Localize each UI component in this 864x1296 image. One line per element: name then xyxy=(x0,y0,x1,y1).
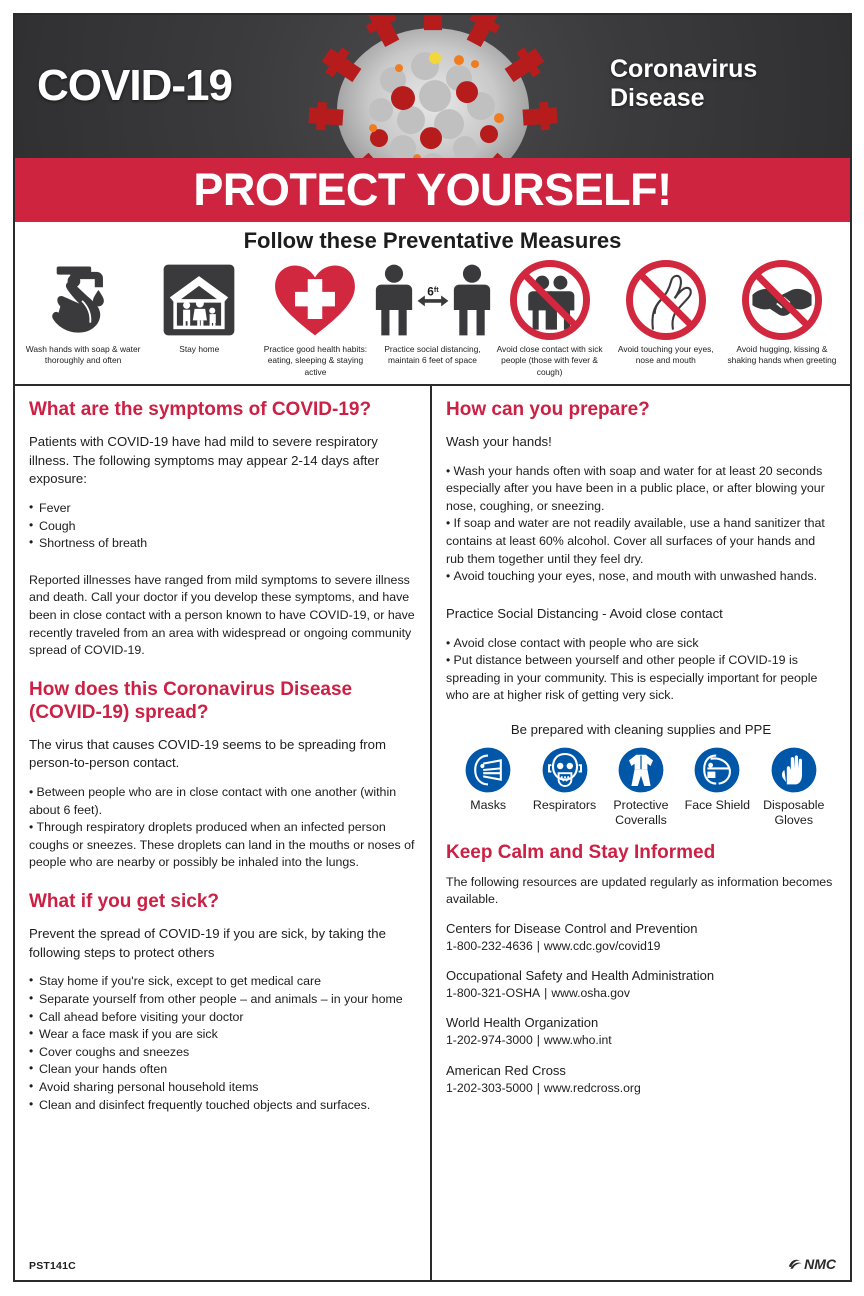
resource-item xyxy=(446,1062,836,1097)
ppe-label: Masks xyxy=(470,798,507,812)
preventative-measures-strip xyxy=(15,222,850,386)
header-subtitle: Coronavirus Disease xyxy=(610,55,758,112)
page-title: COVID-19 xyxy=(37,61,232,110)
wash-hands-icon xyxy=(40,261,126,339)
resource-item xyxy=(446,920,836,955)
poster-header xyxy=(15,15,850,158)
social-distancing-icon xyxy=(372,261,494,339)
list-item: • Call ahead before visiting your doctor xyxy=(29,1009,416,1027)
resource-item xyxy=(446,967,836,1002)
measures-title: Follow these Preventative Measures xyxy=(243,228,622,253)
resource-phone: 1-800-321-OSHA xyxy=(446,986,541,1001)
list-item: • Cough xyxy=(29,518,416,536)
measure-item xyxy=(374,261,492,367)
distance-badge: $6^{ft}$ xyxy=(426,284,439,299)
measure-caption: Practice social distancing, maintain 6 feet of space xyxy=(384,344,481,366)
spread-list xyxy=(29,784,416,872)
resource-item xyxy=(446,1014,836,1049)
heart-health-icon xyxy=(270,261,360,339)
list-item: • Separate yourself from other people – and animals – in your home xyxy=(29,991,416,1009)
measure-item xyxy=(141,261,257,355)
measure-item xyxy=(608,261,724,367)
ppe-item xyxy=(757,746,831,828)
resource-separator: | xyxy=(544,986,548,1001)
prepare-subhead: Wash your hands! xyxy=(446,433,552,449)
ppe-label: Disposable Gloves xyxy=(763,798,825,827)
resource-name: Occupational Safety and Health Administration xyxy=(446,968,715,984)
list-item: • Between people who are in close contact with one another (within about 6 feet). xyxy=(29,784,416,819)
ppe-item xyxy=(528,746,602,813)
informed-heading: Keep Calm and Stay Informed xyxy=(446,841,716,863)
sick-intro: Prevent the spread of COVID-19 if you are sick, by taking the following steps to protect others xyxy=(29,925,386,960)
resource-contact xyxy=(446,985,836,1002)
measure-item xyxy=(25,261,141,367)
measure-caption: Avoid close contact with sick people (those with fever & cough) xyxy=(496,344,603,377)
face-shield-icon xyxy=(693,746,741,794)
measure-caption: Stay home xyxy=(179,344,220,354)
right-column xyxy=(432,386,850,1280)
symptoms-outro: Reported illnesses have ranged from mild symptoms to severe illness and death. Call your doctor if you develop these symptoms, and have been in close contact with a person known to have COVID-19, or have recently traveled from an area with widespread or ongoing community spread of COVID-19. xyxy=(29,572,415,658)
stay-home-icon xyxy=(160,261,238,339)
resource-website[interactable]: www.who.int xyxy=(543,1033,612,1048)
ppe-item xyxy=(604,746,678,828)
list-item: • Avoid sharing personal household items xyxy=(29,1079,416,1097)
informed-intro: The following resources are updated regularly as information becomes available. xyxy=(446,874,833,907)
protect-yourself-banner xyxy=(15,158,850,222)
ppe-label: Protective Coveralls xyxy=(613,798,669,827)
measure-caption: Avoid hugging, kissing & shaking hands when greeting xyxy=(727,344,837,366)
social-distancing-list xyxy=(446,635,836,705)
product-code: PST141C xyxy=(29,1260,76,1272)
list-item: • Fever xyxy=(29,500,416,518)
coveralls-icon xyxy=(617,746,665,794)
resource-phone: 1-800-232-4636 xyxy=(446,938,533,953)
left-footer xyxy=(29,1260,416,1276)
measure-caption: Avoid touching your eyes, nose and mouth xyxy=(617,344,714,366)
list-item: • Through respiratory droplets produced when an infected person coughs or sneezes. These droplets can land in the mouths or noses of people who are nearby or possibly be inhaled into the lungs. xyxy=(29,819,416,872)
measure-caption: Practice good health habits: eating, sleeping & staying active xyxy=(263,344,368,377)
list-item: • Clean your hands often xyxy=(29,1061,416,1079)
poster-frame xyxy=(13,13,852,1282)
nmc-swoosh-icon xyxy=(788,1257,804,1271)
no-face-touching-icon xyxy=(625,261,707,339)
resource-contact xyxy=(446,1032,836,1049)
nmc-brand-text: NMC xyxy=(804,1256,836,1272)
resource-phone: 1-202-303-5000 xyxy=(446,1080,533,1095)
ppe-item xyxy=(451,746,525,813)
banner-label: PROTECT YOURSELF! xyxy=(193,164,672,215)
sick-heading: What if you get sick? xyxy=(29,891,220,913)
measure-item xyxy=(492,261,608,378)
list-item: • Avoid touching your eyes, nose, and mouth with unwashed hands. xyxy=(446,568,836,586)
resource-contact xyxy=(446,938,836,955)
sick-list xyxy=(29,973,416,1114)
list-item: • Clean and disinfect frequently touched objects and surfaces. xyxy=(29,1097,416,1115)
list-item: • Cover coughs and sneezes xyxy=(29,1044,416,1062)
resource-name: World Health Organization xyxy=(446,1015,599,1031)
resource-name: American Red Cross xyxy=(446,1062,566,1078)
measures-icon-row xyxy=(23,261,842,378)
right-footer xyxy=(446,1256,836,1276)
list-item: • If soap and water are not readily available, use a hand sanitizer that contains at least 60% alcohol. Cover all surfaces of your hands and rub them together until they feel dry. xyxy=(446,515,836,568)
symptoms-heading: What are the symptoms of COVID-19? xyxy=(29,399,372,421)
gloves-icon xyxy=(770,746,818,794)
list-item: • Avoid close contact with people who are sick xyxy=(446,635,836,653)
ppe-title: Be prepared with cleaning supplies and PPE xyxy=(510,722,772,737)
no-close-contact-icon xyxy=(509,261,591,339)
spread-heading: How does this Coronavirus Disease (COVID-19) spread? xyxy=(29,678,353,723)
measure-caption: Wash hands with soap & water thoroughly and often xyxy=(25,344,141,366)
list-item: • Stay home if you're sick, except to get medical care xyxy=(29,973,416,991)
resource-name: Centers for Disease Control and Prevention xyxy=(446,920,698,936)
mask-icon xyxy=(464,746,512,794)
ppe-label: Face Shield xyxy=(684,798,751,812)
spread-intro: The virus that causes COVID-19 seems to be spreading from person-to-person contact. xyxy=(29,736,386,771)
symptoms-list xyxy=(29,500,416,553)
left-column xyxy=(15,386,432,1280)
ppe-label: Respirators xyxy=(532,798,597,812)
list-item: • Shortness of breath xyxy=(29,535,416,553)
list-item: • Wash your hands often with soap and water for at least 20 seconds especially after you have been in a public place, or after blowing your nose, coughing, or sneezing. xyxy=(446,463,836,516)
resource-phone: 1-202-974-3000 xyxy=(446,1033,533,1048)
resource-website[interactable]: www.osha.gov xyxy=(551,986,630,1001)
social-distancing-subhead: Practice Social Distancing - Avoid close contact xyxy=(446,605,723,621)
symptoms-intro: Patients with COVID-19 have had mild to severe respiratory illness. The following symptoms may appear 2-14 days after exposure: xyxy=(29,433,380,487)
resource-separator: | xyxy=(536,1080,540,1095)
resource-separator: | xyxy=(536,1033,540,1048)
content-columns xyxy=(15,386,850,1280)
resource-website[interactable]: www.redcross.org xyxy=(543,1080,641,1095)
measure-item xyxy=(257,261,373,378)
coronavirus-illustration xyxy=(253,15,613,158)
ppe-row xyxy=(446,746,836,828)
nmc-logo xyxy=(788,1256,836,1272)
respirator-icon xyxy=(541,746,589,794)
list-item: • Wear a face mask if you are sick xyxy=(29,1026,416,1044)
measure-item xyxy=(724,261,840,367)
resource-website[interactable]: www.cdc.gov/covid19 xyxy=(543,938,661,953)
prepare-heading: How can you prepare? xyxy=(446,399,650,421)
list-item: • Put distance between yourself and other people if COVID-19 is spreading in your community. This is especially important for people who are at higher risk of getting very sick. xyxy=(446,652,836,705)
ppe-item xyxy=(680,746,754,813)
no-handshake-icon xyxy=(741,261,823,339)
resource-separator: | xyxy=(536,938,540,953)
prepare-list xyxy=(446,463,836,586)
resource-contact xyxy=(446,1080,836,1097)
